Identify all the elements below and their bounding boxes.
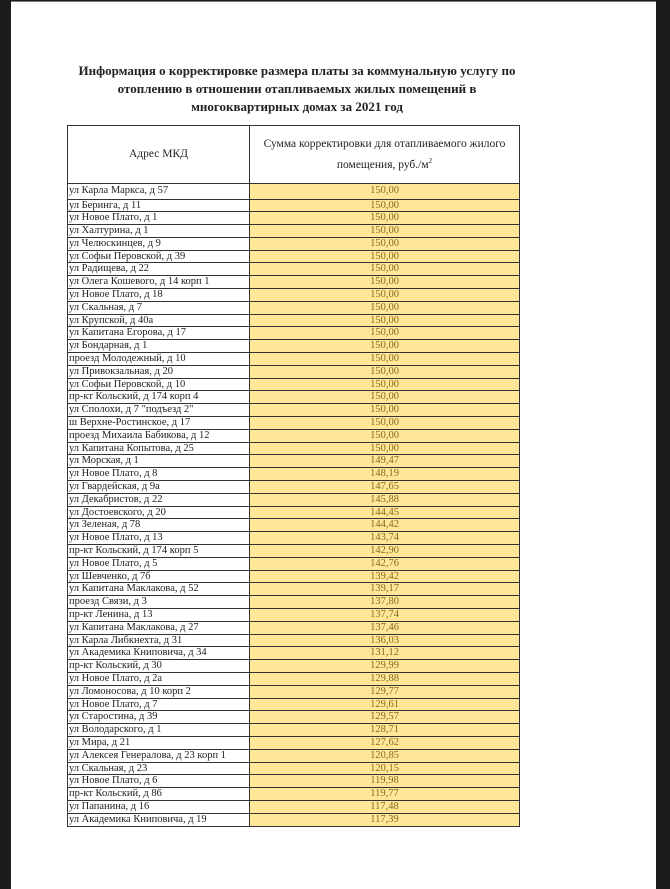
- table-row: [68, 545, 520, 558]
- address-cell: ул Бондарная, д 1: [68, 340, 250, 353]
- amount-cell: 142,90: [250, 545, 520, 558]
- address-cell: ул Сполохи, д 7 "подъезд 2": [68, 404, 250, 417]
- table-row: [68, 519, 520, 532]
- amount-cell: 129,99: [250, 660, 520, 673]
- amount-cell: 119,98: [250, 775, 520, 788]
- amount-cell: 150,00: [250, 314, 520, 327]
- amount-cell: 117,39: [250, 813, 520, 826]
- amount-cell: 150,00: [250, 289, 520, 302]
- table-row: [68, 711, 520, 724]
- address-cell: пр-кт Кольский, д 30: [68, 660, 250, 673]
- amount-cell: 150,00: [250, 404, 520, 417]
- amount-cell: 129,88: [250, 672, 520, 685]
- address-cell: ул Шевченко, д 7б: [68, 570, 250, 583]
- table-row: [68, 647, 520, 660]
- address-cell: ул Володарского, д 1: [68, 724, 250, 737]
- amount-cell: 149,47: [250, 455, 520, 468]
- table-row: [68, 225, 520, 238]
- address-cell: ул Новое Плато, д 6: [68, 775, 250, 788]
- address-cell: ул Алексея Генералова, д 23 корп 1: [68, 749, 250, 762]
- table-row: [68, 468, 520, 481]
- address-cell: ул Новое Плато, д 5: [68, 557, 250, 570]
- table-row: [68, 481, 520, 494]
- amount-cell: 145,88: [250, 493, 520, 506]
- address-cell: ул Новое Плато, д 18: [68, 289, 250, 302]
- heating-adjustment-table: [67, 125, 520, 827]
- table-row: [68, 506, 520, 519]
- column-header-address: [68, 126, 250, 184]
- table-row: [68, 378, 520, 391]
- address-cell: пр-кт Кольский, д 174 корп 4: [68, 391, 250, 404]
- amount-cell: 144,45: [250, 506, 520, 519]
- table-row: [68, 276, 520, 289]
- address-cell: ул Мира, д 21: [68, 736, 250, 749]
- table-row: [68, 263, 520, 276]
- amount-cell: 150,00: [250, 353, 520, 366]
- table-row: [68, 301, 520, 314]
- amount-cell: 117,48: [250, 800, 520, 813]
- document-title: Информация о корректировке размера платы за коммунальную услугу по отоплению в отношении отапливаемых жилых помещений в многоквартирных домах за 2021 год: [78, 63, 516, 114]
- address-cell: ул Капитана Копытова, д 25: [68, 442, 250, 455]
- table-row: [68, 557, 520, 570]
- amount-cell: 150,00: [250, 378, 520, 391]
- amount-cell: 150,00: [250, 301, 520, 314]
- table-row: [68, 353, 520, 366]
- unit-superscript: 2: [428, 156, 433, 165]
- table-row: [68, 429, 520, 442]
- address-cell: ул Привокзальная, д 20: [68, 365, 250, 378]
- table-row: [68, 813, 520, 826]
- table-row: [68, 327, 520, 340]
- table-row: [68, 634, 520, 647]
- amount-cell: 150,00: [250, 365, 520, 378]
- amount-cell: 129,57: [250, 711, 520, 724]
- address-cell: ул Академика Книповича, д 34: [68, 647, 250, 660]
- amount-cell: 129,61: [250, 698, 520, 711]
- address-cell: проезд Связи, д 3: [68, 596, 250, 609]
- address-cell: пр-кт Ленина, д 13: [68, 609, 250, 622]
- address-cell: ул Беринга, д 11: [68, 199, 250, 212]
- table-row: [68, 404, 520, 417]
- amount-cell: 150,00: [250, 225, 520, 238]
- table-row: [68, 621, 520, 634]
- address-cell: ул Новое Плато, д 8: [68, 468, 250, 481]
- amount-cell: 139,42: [250, 570, 520, 583]
- address-cell: ул Капитана Маклакова, д 27: [68, 621, 250, 634]
- address-cell: ул Новое Плато, д 13: [68, 532, 250, 545]
- address-cell: ул Капитана Егорова, д 17: [68, 327, 250, 340]
- amount-cell: 150,00: [250, 199, 520, 212]
- address-cell: ул Новое Плато, д 1: [68, 212, 250, 225]
- address-cell: ул Ломоносова, д 10 корп 2: [68, 685, 250, 698]
- address-cell: ш Верхне-Ростинское, д 17: [68, 417, 250, 430]
- amount-cell: 131,12: [250, 647, 520, 660]
- address-cell: ул Новое Плато, д 7: [68, 698, 250, 711]
- amount-cell: 150,00: [250, 327, 520, 340]
- address-cell: ул Новое Плато, д 2а: [68, 672, 250, 685]
- table-row: [68, 391, 520, 404]
- table-row: [68, 736, 520, 749]
- address-cell: ул Скальная, д 23: [68, 762, 250, 775]
- table-row: [68, 660, 520, 673]
- table-row: [68, 212, 520, 225]
- table-row: [68, 340, 520, 353]
- amount-cell: 150,00: [250, 429, 520, 442]
- address-cell: ул Морская, д 1: [68, 455, 250, 468]
- table-row: [68, 570, 520, 583]
- amount-cell: 143,74: [250, 532, 520, 545]
- table-row: [68, 455, 520, 468]
- amount-cell: 150,00: [250, 276, 520, 289]
- table-header-row: [68, 126, 520, 184]
- address-cell: ул Скальная, д 7: [68, 301, 250, 314]
- table-body: [68, 184, 520, 827]
- amount-cell: 128,71: [250, 724, 520, 737]
- table-row: [68, 184, 520, 200]
- table-row: [68, 609, 520, 622]
- table-row: [68, 493, 520, 506]
- table-row: [68, 583, 520, 596]
- amount-cell: 150,00: [250, 340, 520, 353]
- amount-cell: 136,03: [250, 634, 520, 647]
- address-cell: ул Карла Либкнехта, д 31: [68, 634, 250, 647]
- amount-cell: 144,42: [250, 519, 520, 532]
- address-cell: ул Халтурина, д 1: [68, 225, 250, 238]
- column-header-amount-label: Сумма корректировки для отапливаемого жилого помещения, руб./м: [263, 137, 506, 171]
- table-row: [68, 800, 520, 813]
- amount-cell: 127,62: [250, 736, 520, 749]
- amount-cell: 120,85: [250, 749, 520, 762]
- table-row: [68, 237, 520, 250]
- address-cell: ул Олега Кошевого, д 14 корп 1: [68, 276, 250, 289]
- table-row: [68, 762, 520, 775]
- amount-cell: 120,15: [250, 762, 520, 775]
- table-row: [68, 788, 520, 801]
- address-cell: ул Достоевского, д 20: [68, 506, 250, 519]
- table-row: [68, 532, 520, 545]
- table-row: [68, 685, 520, 698]
- table-row: [68, 672, 520, 685]
- amount-cell: 150,00: [250, 184, 520, 200]
- address-cell: ул Софьи Перовской, д 39: [68, 250, 250, 263]
- table-row: [68, 314, 520, 327]
- address-cell: ул Челюскинцев, д 9: [68, 237, 250, 250]
- address-cell: ул Академика Книповича, д 19: [68, 813, 250, 826]
- amount-cell: 139,17: [250, 583, 520, 596]
- amount-cell: 137,80: [250, 596, 520, 609]
- amount-cell: 142,76: [250, 557, 520, 570]
- table-row: [68, 724, 520, 737]
- amount-cell: 150,00: [250, 417, 520, 430]
- address-cell: ул Старостина, д 39: [68, 711, 250, 724]
- table-row: [68, 698, 520, 711]
- address-cell: проезд Михаила Бабикова, д 12: [68, 429, 250, 442]
- amount-cell: 129,77: [250, 685, 520, 698]
- address-cell: ул Софьи Перовской, д 10: [68, 378, 250, 391]
- amount-cell: 150,00: [250, 263, 520, 276]
- amount-cell: 119,77: [250, 788, 520, 801]
- column-header-address-label: Адрес МКД: [128, 148, 189, 160]
- amount-cell: 150,00: [250, 212, 520, 225]
- amount-cell: 150,00: [250, 237, 520, 250]
- address-cell: ул Декабристов, д 22: [68, 493, 250, 506]
- address-cell: ул Крупской, д 40а: [68, 314, 250, 327]
- table-row: [68, 417, 520, 430]
- amount-cell: 150,00: [250, 442, 520, 455]
- table-row: [68, 775, 520, 788]
- amount-cell: 150,00: [250, 250, 520, 263]
- address-cell: ул Карла Маркса, д 57: [68, 184, 250, 200]
- table-row: [68, 749, 520, 762]
- table-row: [68, 199, 520, 212]
- amount-cell: 137,46: [250, 621, 520, 634]
- amount-cell: 147,65: [250, 481, 520, 494]
- address-cell: пр-кт Кольский, д 174 корп 5: [68, 545, 250, 558]
- address-cell: ул Гвардейская, д 9а: [68, 481, 250, 494]
- amount-cell: 137,74: [250, 609, 520, 622]
- address-cell: проезд Молодежный, д 10: [68, 353, 250, 366]
- address-cell: пр-кт Кольский, д 86: [68, 788, 250, 801]
- document-page: [11, 1, 656, 889]
- column-header-amount: [250, 126, 520, 184]
- address-cell: ул Папанина, д 16: [68, 800, 250, 813]
- table-row: [68, 289, 520, 302]
- table-row: [68, 250, 520, 263]
- table-row: [68, 442, 520, 455]
- amount-cell: 148,19: [250, 468, 520, 481]
- table-row: [68, 365, 520, 378]
- address-cell: ул Зеленая, д 78: [68, 519, 250, 532]
- address-cell: ул Капитана Маклакова, д 52: [68, 583, 250, 596]
- amount-cell: 150,00: [250, 391, 520, 404]
- table-row: [68, 596, 520, 609]
- address-cell: ул Радищева, д 22: [68, 263, 250, 276]
